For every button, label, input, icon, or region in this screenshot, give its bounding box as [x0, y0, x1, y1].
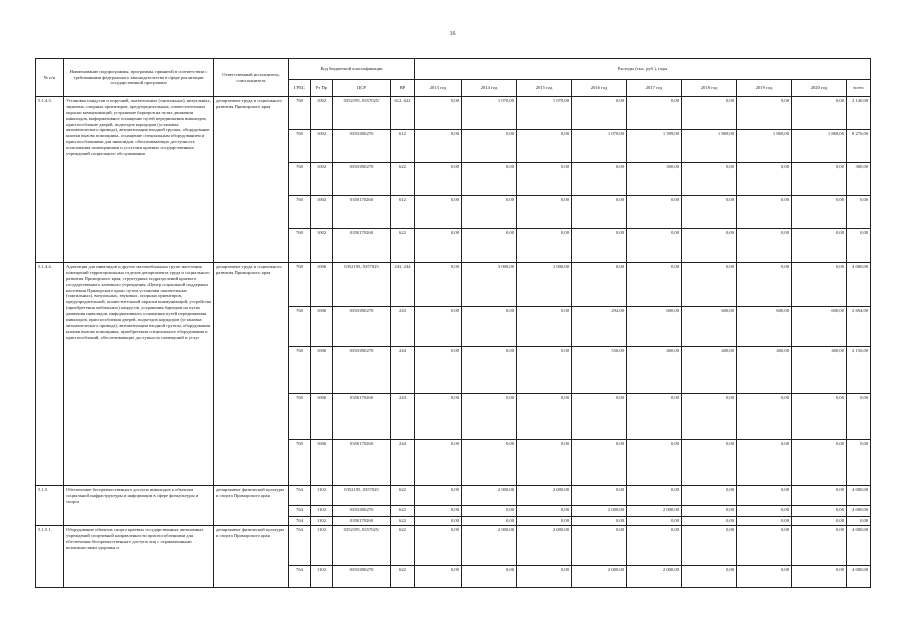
total-cell: 4 000,00: [847, 506, 871, 517]
rzpr-cell: 1006: [311, 307, 333, 347]
amount-cell: 1 070,00: [572, 130, 627, 163]
rzpr-cell: 1002: [311, 229, 333, 263]
csr-cell: 0350170260: [333, 229, 391, 263]
grbs-cell: 764: [289, 526, 311, 566]
vr-cell: 622: [391, 486, 415, 506]
amount-cell: 0,00: [737, 263, 792, 307]
header-year-2014: 2014 год: [462, 80, 517, 97]
amount-cell: 3 000,00: [462, 263, 517, 307]
grbs-cell: 764: [289, 517, 311, 526]
amount-cell: 0,00: [572, 263, 627, 307]
amount-cell: 0,00: [462, 229, 517, 263]
amount-cell: 0,00: [627, 517, 682, 526]
amount-cell: 0,00: [572, 486, 627, 506]
amount-cell: 0,00: [737, 517, 792, 526]
amount-cell: 0,00: [517, 394, 572, 440]
amount-cell: 0,00: [737, 196, 792, 229]
amount-cell: 2 000,00: [462, 486, 517, 506]
amount-cell: 0,00: [572, 229, 627, 263]
item-number: 5.1.4.3.: [36, 97, 64, 263]
total-cell: 2 694,00: [847, 307, 871, 347]
amount-cell: 0,00: [462, 517, 517, 526]
table-row: [36, 526, 871, 566]
amount-cell: 2 000,00: [627, 566, 682, 588]
csr-cell: 0350170260: [333, 440, 391, 486]
amount-cell: 0,00: [572, 394, 627, 440]
amount-cell: 0,00: [737, 163, 792, 196]
grbs-cell: 760: [289, 307, 311, 347]
amount-cell: 0,00: [792, 263, 847, 307]
total-cell: 0,00: [847, 517, 871, 526]
header-year-2016: 2016 год: [572, 80, 627, 97]
amount-cell: 0,00: [462, 196, 517, 229]
item-description: Адаптация для инвалидов и других маломобильных групп населения помещений территориальных отделов департамента труда и социального развития Приморского края, структурных подразделений краевого государственного казенного учреждения «Центр социальной поддержки населения Приморского края» путем установки оказательных (тактильных), визуальных, звуковых, опорных ориентиров, предупредительной, оповестительной окраски коммуникаций, устройства (приобретения мобильных) пандусов, устранения барьеров на путях движения инвалидов, информативного оснащения путей передвижения инвалидов, приспособления дверей, подъездов коридоров (установка автоматического привода), автоматизации входной группы, оборудования кнопки вызова помощника, приобретения специального оборудования и приспособлений, обеспечивающих доступность помещений и услуг: [64, 263, 214, 486]
vr-cell: 243: [391, 307, 415, 347]
rzpr-cell: 1102: [311, 566, 333, 588]
rzpr-cell: 1002: [311, 97, 333, 130]
page-number: 16: [449, 31, 456, 37]
amount-cell: 0,00: [792, 196, 847, 229]
grbs-cell: 760: [289, 97, 311, 130]
amount-cell: 0,00: [415, 229, 462, 263]
total-cell: 300,00: [847, 163, 871, 196]
amount-cell: 1 599,00: [627, 130, 682, 163]
vr-cell: 612, 622: [391, 97, 415, 130]
amount-cell: 0,00: [462, 307, 517, 347]
header-year-2019: 2019 год: [737, 80, 792, 97]
amount-cell: 0,00: [415, 517, 462, 526]
amount-cell: 600,00: [682, 307, 737, 347]
grbs-cell: 760: [289, 347, 311, 394]
amount-cell: 0,00: [517, 517, 572, 526]
grbs-cell: 760: [289, 196, 311, 229]
amount-cell: 0,00: [462, 566, 517, 588]
header-name: Наименование подпрограммы, программы, принятой в соответствии с требованиями федерального законодательства в сфере реализации государственной программы: [64, 59, 214, 97]
amount-cell: 0,00: [517, 440, 572, 486]
amount-cell: 1 869,00: [682, 130, 737, 163]
amount-cell: 0,00: [572, 97, 627, 130]
total-cell: 0,00: [847, 229, 871, 263]
grbs-cell: 760: [289, 229, 311, 263]
vr-cell: 244: [391, 347, 415, 394]
amount-cell: 0,00: [415, 506, 462, 517]
amount-cell: 400,00: [792, 347, 847, 394]
amount-cell: 0,00: [627, 229, 682, 263]
vr-cell: 243: [391, 394, 415, 440]
vr-cell: 622: [391, 506, 415, 517]
header-total: всего: [847, 80, 871, 97]
vr-cell: 612: [391, 196, 415, 229]
amount-cell: 0,00: [792, 229, 847, 263]
amount-cell: 0,00: [627, 97, 682, 130]
amount-cell: 0,00: [682, 526, 737, 566]
amount-cell: 300,00: [627, 163, 682, 196]
amount-cell: 0,00: [462, 440, 517, 486]
amount-cell: 600,00: [627, 307, 682, 347]
amount-cell: 0,00: [415, 97, 462, 130]
table-row: [36, 97, 871, 130]
vr-cell: 622: [391, 526, 415, 566]
amount-cell: 0,00: [682, 163, 737, 196]
amount-cell: 0,00: [792, 97, 847, 130]
rzpr-cell: 1002: [311, 196, 333, 229]
amount-cell: 0,00: [572, 196, 627, 229]
amount-cell: 0,00: [737, 486, 792, 506]
amount-cell: 0,00: [517, 347, 572, 394]
amount-cell: 0,00: [572, 440, 627, 486]
amount-cell: 0,00: [517, 307, 572, 347]
amount-cell: 0,00: [682, 517, 737, 526]
amount-cell: 400,00: [737, 347, 792, 394]
amount-cell: 0,00: [462, 163, 517, 196]
amount-cell: 0,00: [517, 196, 572, 229]
item-executor: департамент физической культуры и спорта Приморского края: [214, 526, 289, 588]
amount-cell: 1 869,00: [737, 130, 792, 163]
vr-cell: 244: [391, 440, 415, 486]
header-year-2020: 2020 год: [792, 80, 847, 97]
vr-cell: 612: [391, 130, 415, 163]
amount-cell: 0,00: [682, 263, 737, 307]
amount-cell: 1 000,00: [517, 263, 572, 307]
vr-cell: 622: [391, 566, 415, 588]
amount-cell: 556,00: [572, 347, 627, 394]
total-cell: 4 000,00: [847, 526, 871, 566]
item-description: Оборудование объектов спорта краевых государственных автономных учреждений спортивной направленности приспособлениями для обеспечения беспрепятственного доступа лиц с ограниченными возможностями здоровья и: [64, 526, 214, 588]
grbs-cell: 764: [289, 486, 311, 506]
total-cell: 0,00: [847, 196, 871, 229]
amount-cell: 0,00: [415, 263, 462, 307]
amount-cell: 0,00: [462, 506, 517, 517]
csr-cell: 03501R0270: [333, 130, 391, 163]
amount-cell: 0,00: [572, 517, 627, 526]
amount-cell: 2 000,00: [627, 506, 682, 517]
item-executor: департамент физической культуры и спорта Приморского края: [214, 486, 289, 526]
amount-cell: 0,00: [415, 526, 462, 566]
total-cell: 2 140,00: [847, 97, 871, 130]
expenses-table: [35, 58, 871, 588]
header-year-2018: 2018 год: [682, 80, 737, 97]
table-body: [36, 97, 871, 588]
item-executor: департамент труда и социального развития Приморского края: [214, 97, 289, 263]
rzpr-cell: 1002: [311, 163, 333, 196]
amount-cell: 0,00: [627, 526, 682, 566]
header-expenses: Расходы (тыс. руб.), годы: [415, 59, 871, 80]
csr-cell: 0352195, 0357025/: [333, 97, 391, 130]
csr-cell: 0352195, 0357025: [333, 486, 391, 506]
amount-cell: 0,00: [792, 440, 847, 486]
amount-cell: 2 000,00: [572, 506, 627, 517]
rzpr-cell: 1102: [311, 486, 333, 506]
amount-cell: 0,00: [572, 163, 627, 196]
csr-cell: 0352195, 0357025/: [333, 526, 391, 566]
amount-cell: 0,00: [792, 526, 847, 566]
vr-cell: 622: [391, 517, 415, 526]
csr-cell: 0350170260: [333, 196, 391, 229]
total-cell: 0,00: [847, 440, 871, 486]
total-cell: 4 000,00: [847, 486, 871, 506]
amount-cell: 0,00: [415, 486, 462, 506]
table-row: [36, 263, 871, 307]
amount-cell: 0,00: [682, 486, 737, 506]
grbs-cell: 764: [289, 506, 311, 517]
header-csr: ЦСР: [333, 80, 391, 97]
vr-cell: 622: [391, 163, 415, 196]
amount-cell: 0,00: [792, 486, 847, 506]
amount-cell: 0,00: [415, 307, 462, 347]
header-num: № п/п: [36, 59, 64, 97]
header-classification: Код бюджетной классификации: [289, 59, 415, 80]
amount-cell: 0,00: [627, 440, 682, 486]
header-vr: ВР: [391, 80, 415, 97]
amount-cell: 0,00: [792, 394, 847, 440]
amount-cell: 0,00: [462, 394, 517, 440]
csr-cell: 0352195, 0357025: [333, 263, 391, 307]
amount-cell: 0,00: [682, 394, 737, 440]
amount-cell: 294,00: [572, 307, 627, 347]
amount-cell: 1 070,00: [462, 97, 517, 130]
amount-cell: 2 000,00: [462, 526, 517, 566]
header-grbs: ГРБС: [289, 80, 311, 97]
amount-cell: 0,00: [682, 506, 737, 517]
amount-cell: 0,00: [682, 196, 737, 229]
grbs-cell: 760: [289, 130, 311, 163]
amount-cell: 0,00: [737, 506, 792, 517]
amount-cell: 0,00: [415, 347, 462, 394]
total-cell: 4 000,00: [847, 263, 871, 307]
amount-cell: 400,00: [682, 347, 737, 394]
amount-cell: 0,00: [737, 229, 792, 263]
amount-cell: 0,00: [572, 526, 627, 566]
rzpr-cell: 1006: [311, 440, 333, 486]
amount-cell: 0,00: [682, 229, 737, 263]
amount-cell: 0,00: [517, 130, 572, 163]
amount-cell: 0,00: [415, 163, 462, 196]
amount-cell: 0,00: [682, 566, 737, 588]
amount-cell: 0,00: [737, 394, 792, 440]
item-number: 5.1.4.4.: [36, 263, 64, 486]
amount-cell: 0,00: [792, 506, 847, 517]
amount-cell: 0,00: [627, 196, 682, 229]
amount-cell: 1 070,00: [517, 97, 572, 130]
amount-cell: 2 000,00: [517, 526, 572, 566]
amount-cell: 0,00: [737, 440, 792, 486]
amount-cell: 0,00: [415, 440, 462, 486]
rzpr-cell: 1002: [311, 130, 333, 163]
csr-cell: 0350170260: [333, 394, 391, 440]
amount-cell: 0,00: [415, 130, 462, 163]
vr-cell: 243, 244: [391, 263, 415, 307]
item-executor: департамент труда и социального развития Приморского края: [214, 263, 289, 486]
item-description: Обеспечение беспрепятственного доступа инвалидов к объектам социальной инфраструктуры и информации в сфере физкультуры и спорта: [64, 486, 214, 526]
amount-cell: 1 869,00: [792, 130, 847, 163]
rzpr-cell: 1102: [311, 517, 333, 526]
amount-cell: 400,00: [627, 347, 682, 394]
amount-cell: 0,00: [517, 566, 572, 588]
amount-cell: 0,00: [627, 394, 682, 440]
amount-cell: 0,00: [737, 97, 792, 130]
item-number: 5.1.5.1.: [36, 526, 64, 588]
amount-cell: 0,00: [682, 440, 737, 486]
total-cell: 2 156,00: [847, 347, 871, 394]
amount-cell: 0,00: [792, 517, 847, 526]
amount-cell: 0,00: [682, 97, 737, 130]
csr-cell: 0350170260: [333, 517, 391, 526]
amount-cell: 0,00: [737, 526, 792, 566]
header-executor: Ответственный исполнитель, соисполнитель: [214, 59, 289, 97]
amount-cell: 0,00: [415, 196, 462, 229]
rzpr-cell: 1006: [311, 263, 333, 307]
rzpr-cell: 1102: [311, 506, 333, 517]
rzpr-cell: 1102: [311, 526, 333, 566]
amount-cell: 0,00: [462, 130, 517, 163]
amount-cell: 0,00: [462, 347, 517, 394]
amount-cell: 0,00: [517, 163, 572, 196]
header-rzpr: Рз Пр: [311, 80, 333, 97]
amount-cell: 0,00: [792, 566, 847, 588]
total-cell: 8 276,00: [847, 130, 871, 163]
grbs-cell: 760: [289, 394, 311, 440]
grbs-cell: 760: [289, 263, 311, 307]
amount-cell: 0,00: [517, 229, 572, 263]
amount-cell: 600,00: [792, 307, 847, 347]
amount-cell: 2 000,00: [517, 486, 572, 506]
item-number: 5.1.5.: [36, 486, 64, 526]
csr-cell: 03501R0270: [333, 566, 391, 588]
total-cell: 4 000,00: [847, 566, 871, 588]
amount-cell: 0,00: [792, 163, 847, 196]
header-year-2013: 2013 год: [415, 80, 462, 97]
csr-cell: 03501R0270: [333, 307, 391, 347]
amount-cell: 600,00: [737, 307, 792, 347]
csr-cell: 03501R0270: [333, 163, 391, 196]
amount-cell: 2 000,00: [572, 566, 627, 588]
vr-cell: 622: [391, 229, 415, 263]
total-cell: 0,00: [847, 394, 871, 440]
amount-cell: 0,00: [627, 263, 682, 307]
grbs-cell: 764: [289, 566, 311, 588]
item-description: Установка пандусов и поручней, оказательных (тактильных), визуальных, звуковых, опорных ориентиров, предупредительных, оповестительных окраски коммуникаций, устранение барьеров на путях движения инвалидов, информативное оснащение путей передвижения инвалидов, приспособление дверей, подъездов коридоров (установка автоматического привода), автоматизация входной группы, оборудование кнопки вызова помощника, оснащение специальным оборудованием и приспособлениями для инвалидов, обеспечивающих доступность пользования помещениями и услугами краевых государственных учреждений социального обслуживания: [64, 97, 214, 263]
amount-cell: 0,00: [517, 506, 572, 517]
amount-cell: 0,00: [737, 566, 792, 588]
rzpr-cell: 1006: [311, 394, 333, 440]
grbs-cell: 760: [289, 440, 311, 486]
csr-cell: 03501R0270: [333, 506, 391, 517]
rzpr-cell: 1006: [311, 347, 333, 394]
header-year-2017: 2017 год: [627, 80, 682, 97]
csr-cell: 03501R0270: [333, 347, 391, 394]
grbs-cell: 760: [289, 163, 311, 196]
table-row: [36, 486, 871, 506]
amount-cell: 0,00: [415, 566, 462, 588]
header-year-2015: 2015 год: [517, 80, 572, 97]
amount-cell: 0,00: [415, 394, 462, 440]
amount-cell: 0,00: [627, 486, 682, 506]
